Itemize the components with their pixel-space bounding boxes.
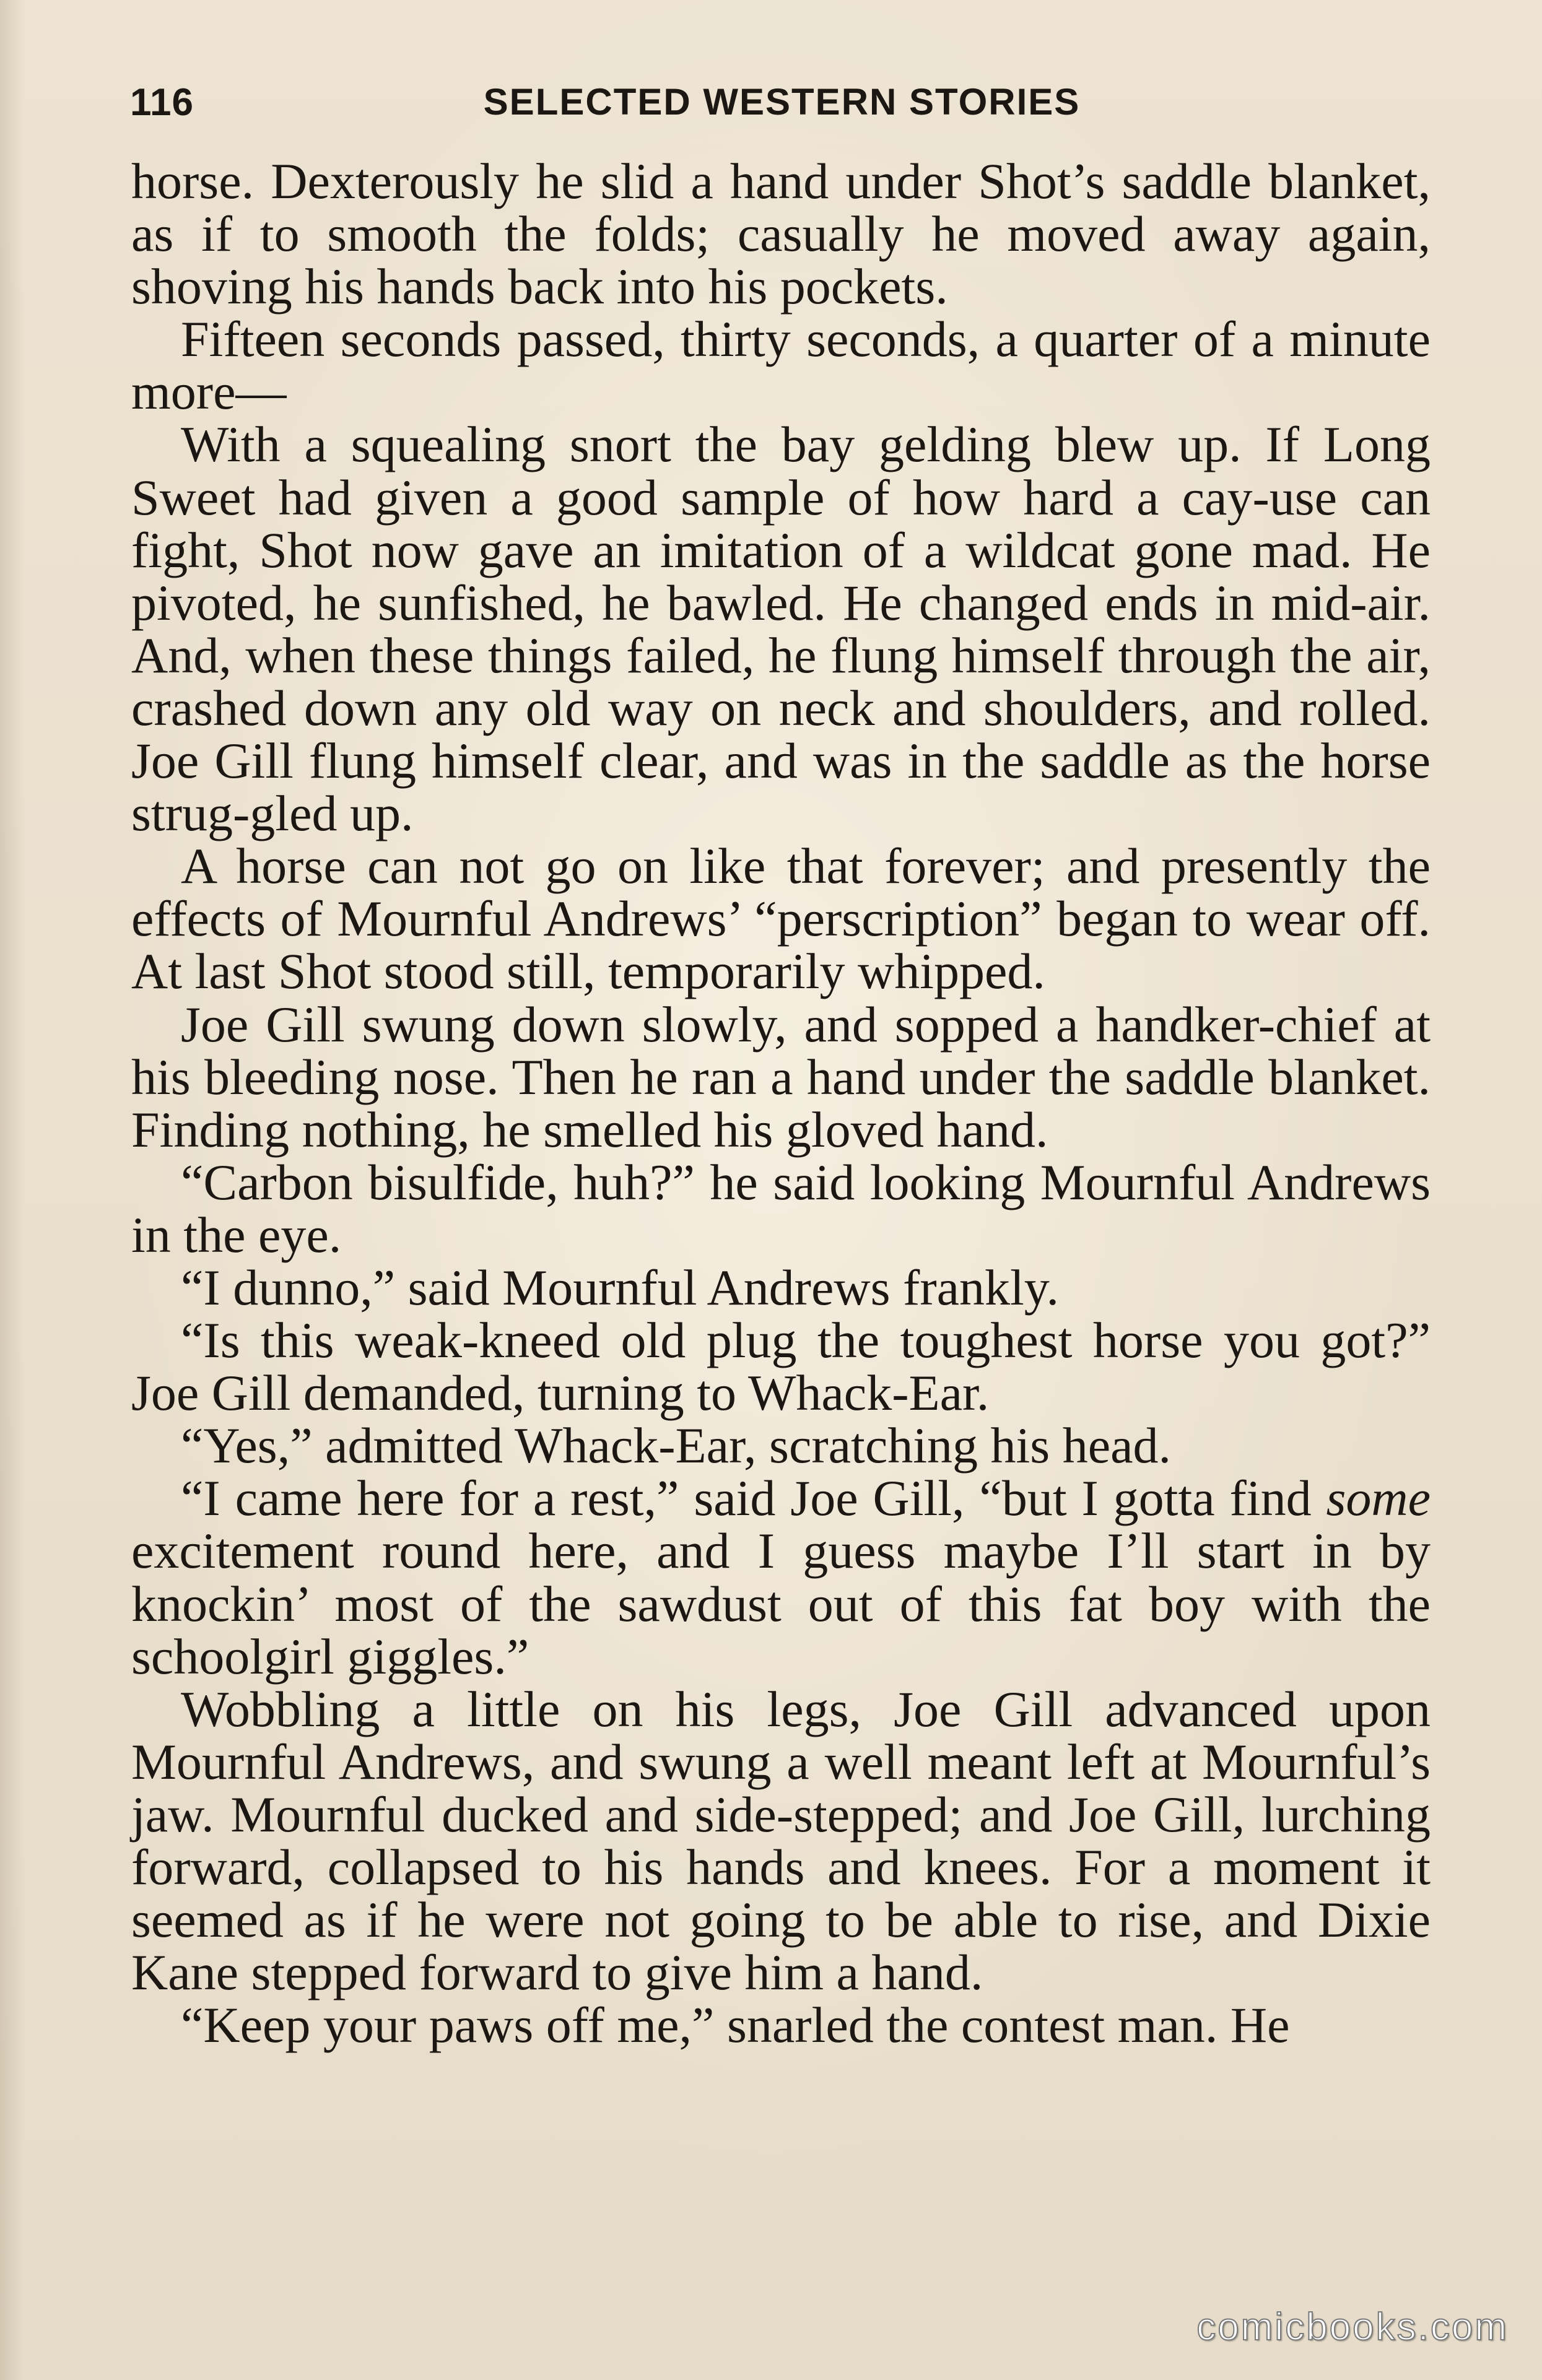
paragraph: Joe Gill swung down slowly, and sopped a handker-chief at his bleeding nose. Then he ran a hand under the saddle blanket. Finding nothing, he smelled his gloved hand.	[131, 996, 1431, 1158]
paragraph: “Yes,” admitted Whack-Ear, scratching his head.	[181, 1417, 1171, 1474]
story-text	[131, 153, 1431, 2054]
page-edge-shadow	[0, 0, 25, 2380]
watermark: comicbooks.com	[1196, 2306, 1509, 2348]
emphasized-word: some	[1326, 1470, 1431, 1527]
running-head	[130, 80, 1434, 142]
paragraph: “Keep your paws off me,” snarled the contest man. He	[181, 1997, 1290, 2054]
paragraph: Fifteen seconds passed, thirty seconds, a quarter of a minute more—	[131, 311, 1431, 420]
paragraph: “Carbon bisulfide, huh?” he said looking Mournful Andrews in the eye.	[131, 1153, 1431, 1263]
paragraph: With a squealing snort the bay gelding blew up. If Long Sweet had given a good sample of how hard a cay-use can fight, Shot now gave an imitation of a wildcat gone mad. He pivoted, he sunfished, he bawled. He changed ends in mid-air. And, when these things failed, he flung himself through the air, crashed down any old way on neck and shoulders, and rolled. Joe Gill flung himself clear, and was in the saddle as the horse strug-gled up.	[131, 416, 1431, 842]
paragraph: “I dunno,” said Mournful Andrews frankly.	[181, 1259, 1059, 1316]
paragraph	[131, 1470, 1431, 1685]
paragraph: Wobbling a little on his legs, Joe Gill advanced upon Mournful Andrews, and swung a well meant left at Mournful’s jaw. Mournful ducked and side-stepped; and Joe Gill, lurching forward, collapsed to his hands and knees. For a moment it seemed as if he were not going to be able to rise, and Dixie Kane stepped forward to give him a hand.	[131, 1680, 1431, 2001]
paragraph: A horse can not go on like that forever; and presently the effects of Mournful Andrews’ “perscription” began to wear off. At last Shot stood still, temporarily whipped.	[131, 838, 1431, 1000]
paragraph: “Is this weak-kneed old plug the toughest horse you got?” Joe Gill demanded, turning to Whack-Ear.	[131, 1312, 1431, 1422]
page-number: 116	[130, 81, 194, 124]
book-title: SELECTED WESTERN STORIES	[483, 81, 1081, 123]
paragraph: horse. Dexterously he slid a hand under Shot’s saddle blanket, as if to smooth the folds; casually he moved away again, shoving his hands back into his pockets.	[131, 153, 1431, 315]
paragraph-text: “I came here for a rest,” said Joe Gill, “but I gotta find	[181, 1470, 1326, 1527]
paragraph-text: excitement round here, and I guess maybe I’ll start in by knockin’ most of the sawdust out of this fat boy with the schoolgirl giggles.”	[131, 1522, 1431, 1685]
